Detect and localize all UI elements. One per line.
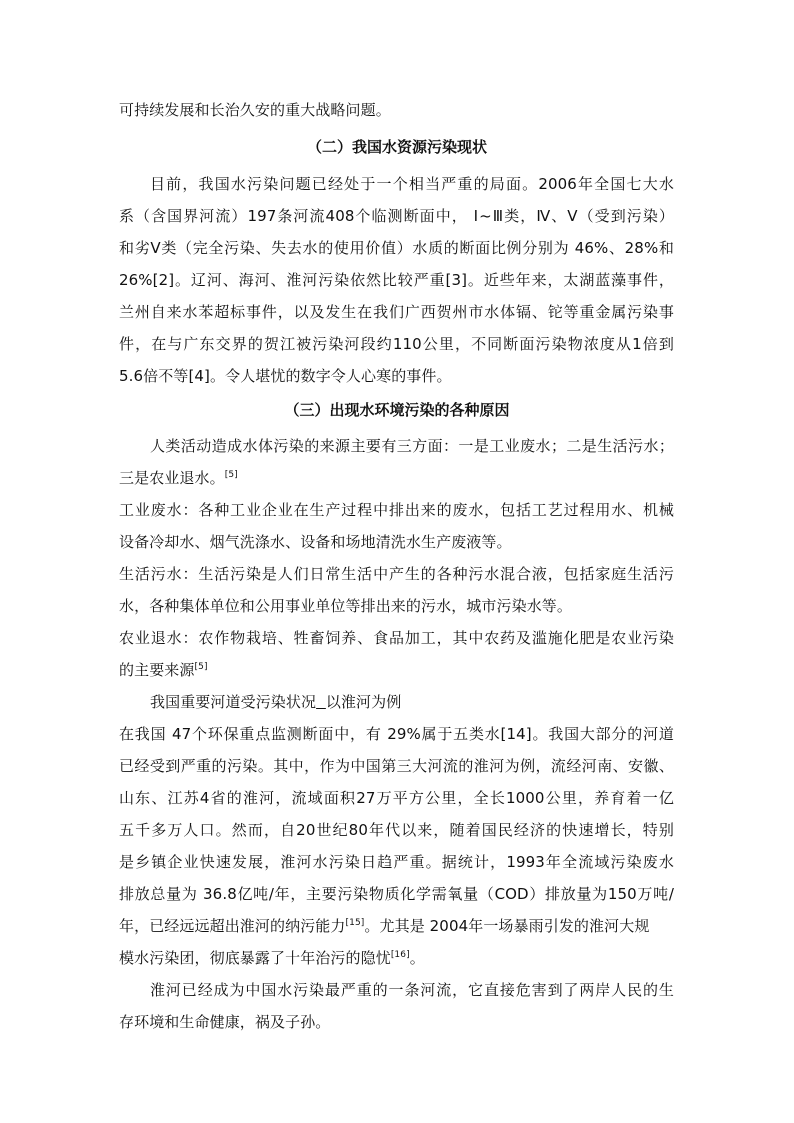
underscore-gap	[316, 693, 326, 711]
paragraph-line: 淮河已经成为中国水污染最严重的一条河流，它直接危害到了两岸人民的生	[150, 981, 674, 999]
line-text: 我国重要河道受污染状况	[150, 693, 317, 711]
paragraph-line: 设备冷却水、烟气洗涤水、设备和场地清洗水生产废液等。	[119, 533, 512, 551]
paragraph-line: 五千多万人口。然而，自20世纪80年代以来，随着国民经济的快速增长，特别	[119, 821, 674, 839]
paragraph-line	[119, 660, 208, 680]
paragraph-line: 山东、江苏4省的淮河，流域面积27万平方公里，全长1000公里，养育着一亿	[119, 789, 674, 807]
paragraph-line: 农业退水：农作物栽培、牲畜饲养、食品加工，其中农药及滥施化肥是农业污染	[119, 629, 674, 647]
paragraph-line: 兰州自来水苯超标事件，以及发生在我们广西贺州市水体镉、铊等重金属污染事	[119, 303, 674, 321]
citation-ref: [16]	[390, 950, 410, 960]
paragraph-line: 生活污水：生活污染是人们日常生活中产生的各种污水混合液，包括家庭生活污	[119, 565, 674, 583]
citation-ref: [5]	[194, 662, 208, 672]
paragraph-line: 系（含国界河流）197条河流408个临测断面中， Ⅰ~Ⅲ类，Ⅳ、Ⅴ（受到污染）	[119, 207, 674, 225]
line-text: 。尤其是 2004年一场暴雨引发的淮河大规	[364, 917, 650, 935]
paragraph-line	[119, 916, 649, 936]
paragraph-line: 存环境和生命健康，祸及子孙。	[119, 1013, 331, 1031]
paragraph-line: 水，各种集体单位和公用事业单位等排出来的污水，城市污染水等。	[119, 597, 573, 615]
paragraph-line: 人类活动造成水体污染的来源主要有三方面：一是工业废水；二是生活污水；	[150, 437, 674, 455]
paragraph-line: 和劣Ⅴ类（完全污染、失去水的使用价值）水质的断面比例分别为 46%、28%和	[119, 239, 674, 257]
paragraph-line: 目前，我国水污染问题已经处于一个相当严重的局面。2006年全国七大水	[150, 175, 674, 193]
line-text: 年，已经远远超出淮河的纳污能力	[119, 917, 346, 935]
paragraph-line: 5.6倍不等[4]。令人堪忧的数字令人心寒的事件。	[119, 367, 452, 385]
paragraph-line: 已经受到严重的污染。其中，作为中国第三大河流的淮河为例，流经河南、安徽、	[119, 757, 674, 775]
paragraph-line: 在我国 47个环保重点监测断面中，有 29%属于五类水[14]。我国大部分的河道	[119, 725, 674, 743]
paragraph-line: 排放总量为 36.8亿吨/年，主要污染物质化学需氧量（COD）排放量为150万吨/	[119, 885, 674, 903]
paragraph-line: 工业废水：各种工业企业在生产过程中排出来的废水，包括工艺过程用水、机械	[119, 501, 674, 519]
paragraph-line: 26%[2]。辽河、海河、淮河污染依然比较严重[3]。近些年来，太湖蓝藻事件，	[119, 271, 674, 289]
section-heading-3: （三）出现水环境污染的各种原因	[284, 401, 510, 419]
paragraph-line: 件，在与广东交界的贺江被污染河段约110公里，不同断面污染物浓度从1倍到	[119, 335, 674, 353]
citation-ref: [5]	[224, 470, 238, 480]
paragraph-line: 是乡镇企业快速发展，淮河水污染日趋严重。据统计，1993年全流域污染废水	[119, 853, 674, 871]
line-text: 以淮河为例	[325, 693, 402, 711]
line-text: 。	[409, 949, 425, 967]
line-text: 模水污染团，彻底暴露了十年治污的隐忧	[119, 949, 391, 967]
paragraph-line: 可持续发展和长治久安的重大战略问题。	[119, 101, 391, 119]
paragraph-line	[119, 468, 238, 488]
section-heading-2: （二）我国水资源污染现状	[306, 138, 487, 156]
subtopic-line	[150, 692, 401, 712]
paragraph-line	[119, 948, 425, 968]
line-text: 的主要来源	[119, 661, 195, 679]
citation-ref: [15]	[345, 918, 365, 928]
line-text: 三是农业退水。	[119, 469, 225, 487]
